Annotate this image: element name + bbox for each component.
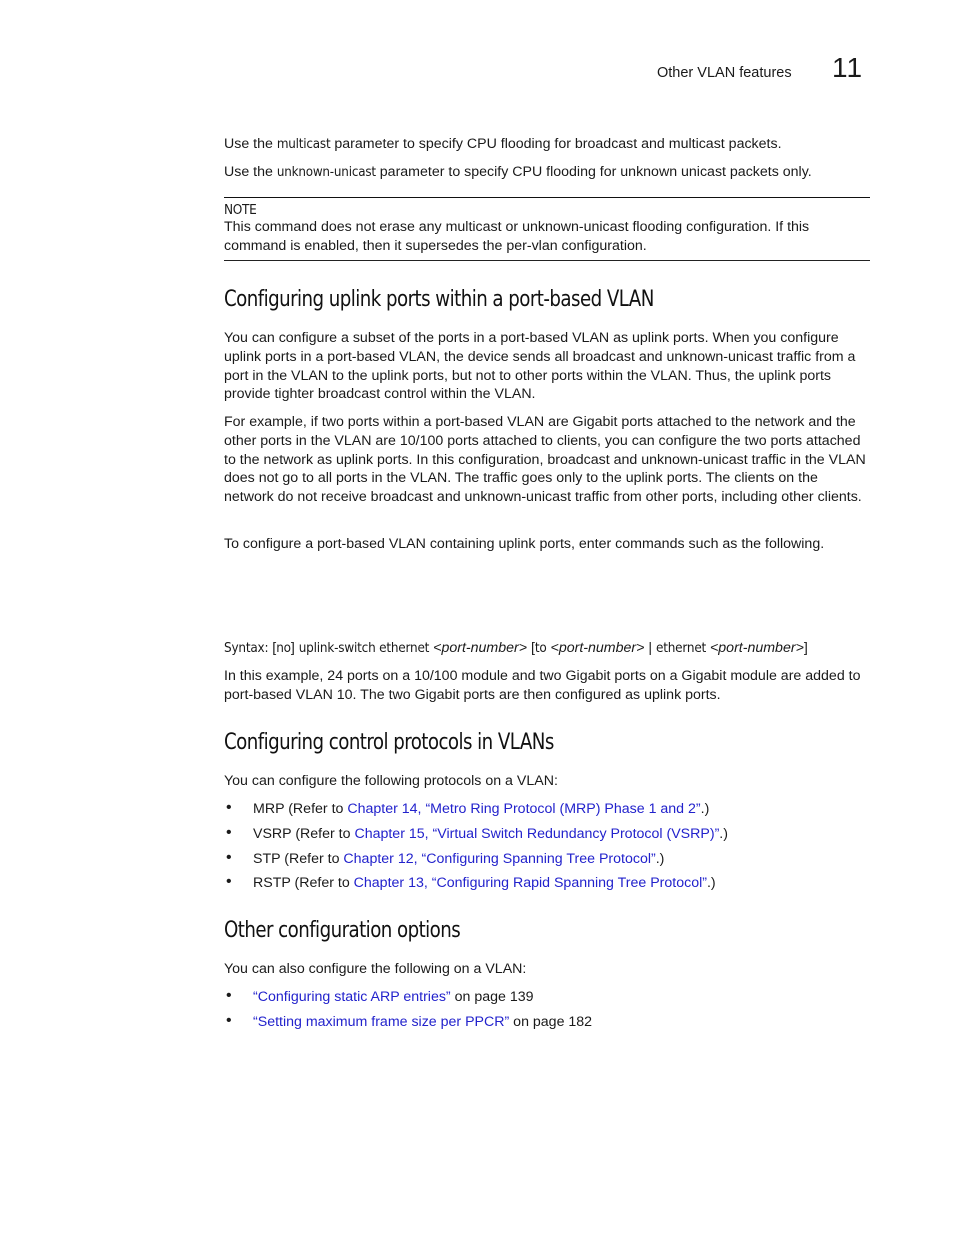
running-header-title: Other VLAN features: [657, 65, 792, 81]
syntax-line: Syntax: [no] uplink-switch ethernet <port-number> [to <port-number> | ethernet <port-number>]: [224, 640, 808, 656]
unknown-unicast-term: unknown-unicast: [276, 165, 376, 180]
chapter-link[interactable]: Chapter 13, “Configuring Rapid Spanning Tree Protocol”: [353, 875, 707, 892]
bullet-icon: •: [226, 987, 232, 1004]
uplink-example-explanation: In this example, 24 ports on a 10/100 module and two Gigabit ports on a Gigabit module are added to port-based VLAN 10. The two Gigabit ports are then configured as uplink ports.: [224, 668, 861, 703]
note-label: NOTE: [224, 202, 257, 218]
multicast-term: multicast: [276, 137, 331, 152]
syntax-command: uplink-switch ethernet: [298, 641, 430, 656]
chapter-link[interactable]: Chapter 12, “Configuring Spanning Tree Protocol”: [343, 850, 656, 867]
chapter-link[interactable]: Chapter 14, “Metro Ring Protocol (MRP) Phase 1 and 2”: [347, 801, 701, 817]
multicast-paragraph: Use the multicast parameter to specify CPU flooding for broadcast and multicast packets.: [224, 136, 782, 152]
uplink-commands-paragraph: To configure a port-based VLAN containing uplink ports, enter commands such as the following.: [224, 536, 825, 552]
bullet-icon: •: [226, 848, 232, 866]
section-link[interactable]: “Configuring static ARP entries”: [253, 989, 451, 1005]
list-item: • “Configuring static ARP entries” on page 139: [226, 987, 534, 1005]
unknown-unicast-paragraph: Use the unknown-unicast parameter to specify CPU flooding for unknown unicast packets only.: [224, 164, 812, 180]
list-item: • “Setting maximum frame size per PPCR” on page 182: [226, 1011, 593, 1030]
note-text: This command does not erase any multicast or unknown-unicast flooding configuration. If this command is enabled, then it supersedes the per-vlan configuration.: [224, 219, 810, 254]
options-list: [224, 988, 870, 1038]
uplink-example-paragraph: For example, if two ports within a port-based VLAN are Gigabit ports attached to the network and the other ports in the VLAN are 10/100 ports attached to clients, you can configure the two ports attached to the network as uplink ports. In this configuration, broadcast and unknown-unicast traffic in the VLAN does not go to all ports in the VLAN. The traffic goes only to the uplink ports. The clients on the network do not receive broadcast and unknown-unicast traffic from other ports, including other clients.: [224, 414, 866, 506]
list-item: • RSTP (Refer to Chapter 13, “Configuring Rapid Spanning Tree Protocol”.): [226, 873, 716, 892]
bullet-icon: •: [226, 799, 232, 816]
chapter-link[interactable]: Chapter 15, “Virtual Switch Redundancy Protocol (VSRP)”: [354, 825, 720, 842]
section-heading-control-protocols: Configuring control protocols in VLANs: [224, 730, 554, 755]
list-item: • STP (Refer to Chapter 12, “Configuring Spanning Tree Protocol”.): [226, 848, 665, 867]
control-protocols-intro: You can configure the following protocols on a VLAN:: [224, 773, 558, 789]
bullet-icon: •: [226, 1011, 232, 1029]
bullet-icon: •: [226, 873, 232, 891]
uplink-intro-paragraph: You can configure a subset of the ports in a port-based VLAN as uplink ports. When you configure uplink ports in a port-based VLAN, the device sends all broadcast and unknown-unicast traffic from a port in the VLAN to the uplink ports, but not to other ports within the VLAN. Thus, the uplink ports provide tighter broadcast control within the VLAN.: [224, 330, 856, 403]
list-item: • VSRP (Refer to Chapter 15, “Virtual Switch Redundancy Protocol (VSRP)”.): [226, 823, 728, 842]
other-options-intro: You can also configure the following on a VLAN:: [224, 961, 527, 977]
chapter-number: 11: [832, 52, 864, 83]
list-item: • MRP (Refer to Chapter 14, “Metro Ring Protocol (MRP) Phase 1 and 2”.): [226, 799, 710, 817]
section-heading-other-options: Other configuration options: [224, 918, 461, 943]
section-link[interactable]: “Setting maximum frame size per PPCR”: [253, 1013, 510, 1030]
bullet-icon: •: [226, 823, 232, 841]
protocol-list: [224, 800, 870, 899]
syntax-label: Syntax:: [224, 641, 269, 656]
section-heading-uplink-ports: Configuring uplink ports within a port-based VLAN: [224, 287, 654, 312]
note-top-rule: [224, 197, 870, 198]
note-bottom-rule: [224, 260, 870, 261]
